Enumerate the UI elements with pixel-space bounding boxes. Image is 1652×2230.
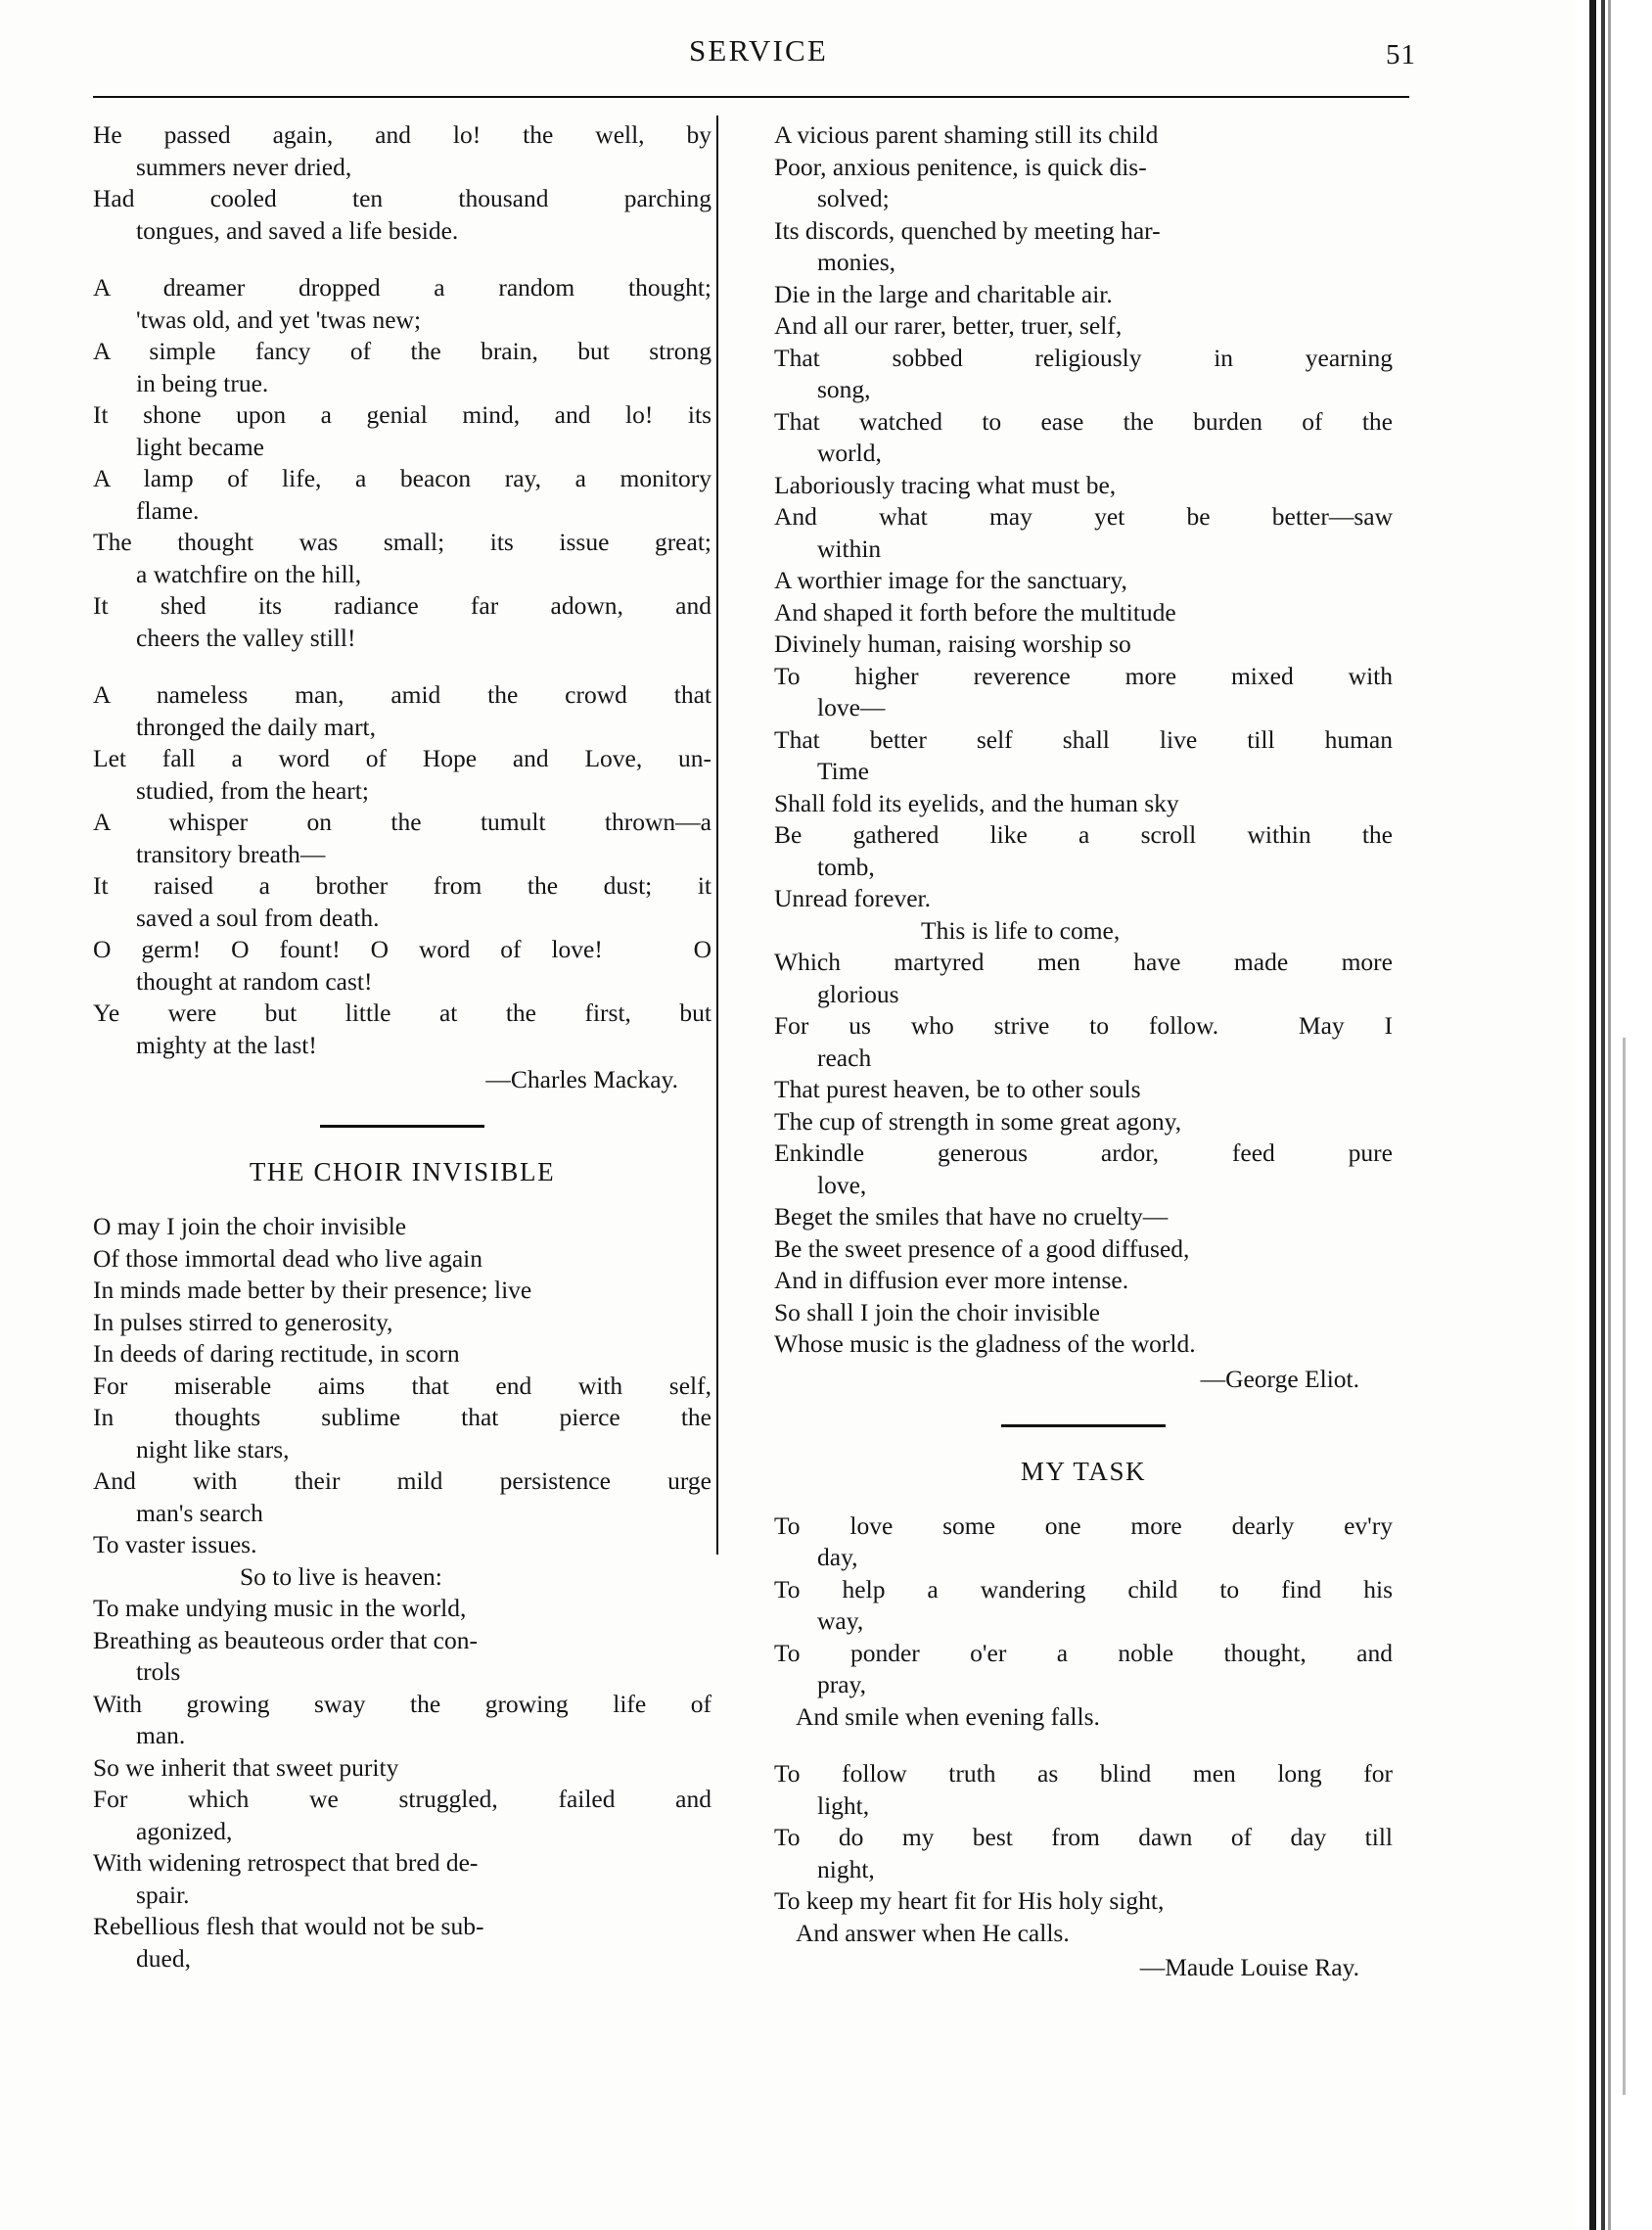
poem-line: Rebellious flesh that would not be sub- <box>93 1912 484 1940</box>
poem-continued-left <box>93 119 711 1061</box>
scan-edge-bar-dark <box>1589 0 1596 2230</box>
poem-title-my-task: MY TASK <box>1020 1456 1147 1486</box>
poem-line: For miserable aims that end with self, <box>93 1371 711 1400</box>
attribution-george-eliot: —George Eliot. <box>1200 1364 1359 1393</box>
poem-line: To vaster issues. <box>93 1530 257 1558</box>
poem-line: To help a wandering child to find his <box>774 1574 1393 1603</box>
poem-line: It raised a brother from the dust; it <box>93 871 711 900</box>
poem-line: trols <box>136 1657 181 1686</box>
poem-line: To love some one more dearly ev'ry <box>774 1510 1393 1540</box>
section-separator <box>1001 1424 1166 1427</box>
poem-stanza <box>93 679 711 1061</box>
poem-line: That purest heaven, be to other souls <box>774 1075 1141 1103</box>
poem-line: A worthier image for the sanctuary, <box>774 566 1127 594</box>
header-rule <box>93 96 1409 98</box>
page-number: 51 <box>1386 39 1416 70</box>
poem-line: man. <box>136 1721 186 1749</box>
poem-line: So to live is heaven: <box>240 1561 442 1591</box>
poem-line: mighty at the last! <box>136 1030 317 1059</box>
poem-line: love, <box>817 1170 867 1199</box>
poem-line: tongues, and saved a life beside. <box>136 215 459 245</box>
poem-stanza <box>93 272 711 654</box>
section-separator <box>320 1125 484 1128</box>
poem-line: love— <box>817 693 886 721</box>
poem-body-choir-invisible <box>93 1211 711 1974</box>
poem-line: studied, from the heart; <box>136 775 369 805</box>
poem-line: A nameless man, amid the crowd that <box>93 680 711 709</box>
right-column <box>733 119 1393 1983</box>
poem-line: The thought was small; its issue great; <box>93 528 711 556</box>
poem-line: song, <box>817 375 871 403</box>
poem-line: glorious <box>817 979 899 1008</box>
poem-line: man's search <box>136 1498 263 1527</box>
page-header <box>93 33 1424 90</box>
poem-line: Laboriously tracing what must be, <box>774 470 1117 499</box>
poem-line: A dreamer dropped a random thought; <box>93 273 711 302</box>
poem-line: That sobbed religiously in yearning <box>774 343 1393 372</box>
poem-line: A simple fancy of the brain, but strong <box>93 337 711 365</box>
poem-line: Whose music is the gladness of the world. <box>774 1329 1196 1358</box>
poem-line: And answer when He calls. <box>796 1918 1070 1947</box>
scan-edge-bar-light <box>1608 0 1611 2230</box>
poem-line: And in diffusion ever more intense. <box>774 1266 1129 1294</box>
poem-line: In pulses stirred to generosity, <box>93 1307 393 1336</box>
poem-line: A vicious parent shaming still its child <box>774 120 1159 149</box>
poem-line: It shed its radiance far adown, and <box>93 591 711 620</box>
poem-line: For us who strive to follow. May I <box>774 1011 1393 1040</box>
poem-line: Its discords, quenched by meeting har- <box>774 215 1161 245</box>
poem-line: So we inherit that sweet purity <box>93 1752 399 1782</box>
poem-line: To follow truth as blind men long for <box>774 1759 1393 1788</box>
poem-line: Breathing as beauteous order that con- <box>93 1625 478 1654</box>
poem-line: Enkindle generous ardor, feed pure <box>774 1138 1393 1167</box>
poem-line: Of those immortal dead who live again <box>93 1243 482 1273</box>
poem-line: And all our rarer, better, truer, self, <box>774 311 1123 340</box>
poem-line: flame. <box>136 495 200 525</box>
poem-line: Shall fold its eyelids, and the human sky <box>774 788 1179 817</box>
poem-line: summers never dried, <box>136 152 352 181</box>
poem-line: O germ! O fount! O word of love! O <box>93 935 711 963</box>
poem-line: spair. <box>136 1880 190 1909</box>
poem-line: To ponder o'er a noble thought, and <box>774 1638 1393 1667</box>
poem-line: To higher reverence more mixed with <box>774 661 1393 690</box>
poem-line: This is life to come, <box>921 915 1121 945</box>
poem-stanza <box>774 1758 1393 1949</box>
poem-line: For which we struggled, failed and <box>93 1785 711 1813</box>
running-head-title: SERVICE <box>688 33 829 68</box>
poem-line: To keep my heart fit for His holy sight, <box>774 1886 1165 1915</box>
left-column <box>93 119 733 1983</box>
poem-line: Poor, anxious penitence, is quick dis- <box>774 152 1147 181</box>
poem-line: To make undying music in the world, <box>93 1594 467 1622</box>
poem-line: Let fall a word of Hope and Love, un- <box>93 744 711 772</box>
poem-line: within <box>817 534 882 563</box>
scan-edge-artifact <box>1576 0 1652 2230</box>
poem-line: O may I join the choir invisible <box>93 1212 407 1240</box>
poem-line: night, <box>817 1854 875 1883</box>
poem-line: And with their mild persistence urge <box>93 1466 711 1495</box>
poem-line: So shall I join the choir invisible <box>774 1297 1100 1326</box>
poem-line: Which martyred men have made more <box>774 948 1393 976</box>
poem-line: Ye were but little at the first, but <box>93 999 711 1027</box>
poem-line: In deeds of daring rectitude, in scorn <box>93 1339 460 1368</box>
poem-line: reach <box>817 1043 872 1072</box>
poem-line: pray, <box>817 1670 867 1698</box>
poem-line: In minds made better by their presence; live <box>93 1276 532 1304</box>
poem-continued-right <box>774 119 1393 1361</box>
poem-line: A whisper on the tumult thrown—a <box>93 808 711 836</box>
poem-line: cheers the valley still! <box>136 623 356 652</box>
poem-line: day, <box>817 1543 858 1571</box>
poem-stanza <box>774 119 1393 1361</box>
poem-line: The cup of strength in some great agony, <box>774 1106 1182 1136</box>
poem-line: Be the sweet presence of a good diffused, <box>774 1233 1190 1263</box>
poem-line: To do my best from dawn of day till <box>774 1823 1393 1851</box>
poem-line: And smile when evening falls. <box>796 1701 1100 1731</box>
poem-line: thronged the daily mart, <box>136 712 377 741</box>
poem-line: With widening retrospect that bred de- <box>93 1848 479 1877</box>
poem-line: Unread forever. <box>774 884 931 912</box>
poem-line: agonized, <box>136 1816 233 1845</box>
poem-line: solved; <box>817 184 890 212</box>
attribution-maude-louise-ray: —Maude Louise Ray. <box>1139 1953 1359 1981</box>
scan-edge-bar-faint <box>1623 1038 1626 2095</box>
poem-stanza <box>774 1510 1393 1734</box>
poem-line: monies, <box>817 248 896 276</box>
poem-line: That watched to ease the burden of the <box>774 406 1393 436</box>
poem-line: A lamp of life, a beacon ray, a monitory <box>93 464 711 492</box>
poem-line: light became <box>136 432 264 461</box>
page-content <box>93 33 1424 1983</box>
poem-line: tomb, <box>817 852 875 881</box>
poem-line: way, <box>817 1606 864 1635</box>
poem-line: light, <box>817 1790 870 1820</box>
poem-line: And shaped it forth before the multitude <box>774 597 1176 627</box>
column-divider <box>716 116 718 1555</box>
poem-line: night like stars, <box>136 1434 290 1463</box>
poem-line: And what may yet be better—saw <box>774 502 1393 531</box>
scan-edge-bar-mid <box>1601 0 1605 2230</box>
poem-line: saved a soul from death. <box>136 903 380 932</box>
poem-body-my-task <box>774 1510 1393 1950</box>
poem-line: Die in the large and charitable air. <box>774 279 1113 308</box>
poem-line: In thoughts sublime that pierce the <box>93 1403 711 1431</box>
poem-line: a watchfire on the hill, <box>136 559 362 588</box>
poem-line: Had cooled ten thousand parching <box>93 184 711 212</box>
poem-line: dued, <box>136 1943 191 1973</box>
poem-line: Beget the smiles that have no cruelty— <box>774 1202 1169 1231</box>
poem-line: With growing sway the growing life of <box>93 1689 711 1718</box>
poem-line: Be gathered like a scroll within the <box>774 820 1393 849</box>
poem-title-choir-invisible: THE CHOIR INVISIBLE <box>249 1157 556 1186</box>
poem-line: transitory breath— <box>136 839 326 868</box>
poem-line: in being true. <box>136 368 269 397</box>
poem-line: He passed again, and lo! the well, by <box>93 120 711 149</box>
attribution-charles-mackay: —Charles Mackay. <box>485 1065 678 1093</box>
poem-line: It shone upon a genial mind, and lo! its <box>93 400 711 429</box>
poem-line: world, <box>817 439 882 467</box>
poem-line: 'twas old, and yet 'twas new; <box>136 304 422 334</box>
poem-stanza <box>93 119 711 247</box>
poem-line: thought at random cast! <box>136 966 373 996</box>
poem-line: Time <box>817 757 869 785</box>
poem-line: That better self shall live till human <box>774 724 1393 754</box>
poem-line: Divinely human, raising worship so <box>774 629 1131 658</box>
two-column-body <box>93 119 1409 1983</box>
poem-stanza <box>93 1211 711 1974</box>
